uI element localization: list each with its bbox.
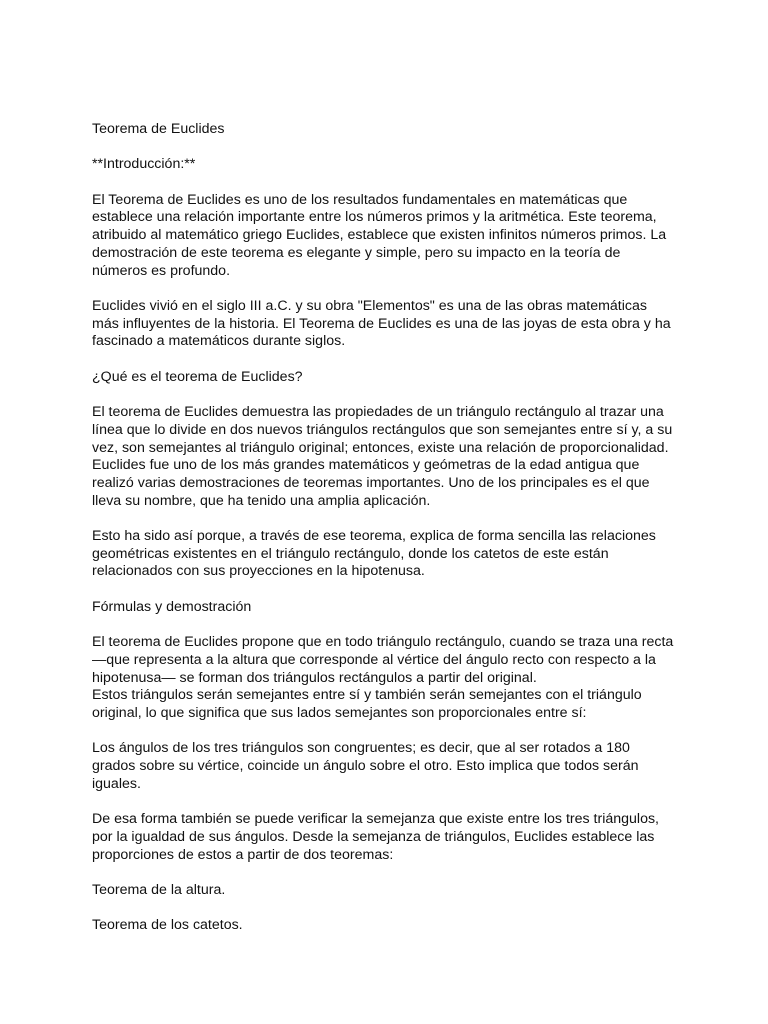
heading-line: ¿Qué es el teorema de Euclides?: [92, 368, 303, 385]
text-line: Teorema de los catetos.: [92, 917, 243, 934]
title-line: Teorema de Euclides: [92, 121, 225, 137]
text-line: realizó varias demostraciones de teoremas importantes. Uno de los principales es el que: [92, 474, 650, 491]
text-line: por la igualdad de sus ángulos. Desde la semejanza de triángulos, Euclides establece las: [92, 828, 655, 845]
item-catetos: [92, 917, 692, 935]
text-line: hipotenusa— se forman dos triángulos rectángulos a partir del original.: [92, 669, 537, 686]
section-formulas-heading: [92, 599, 692, 617]
heading-line: Fórmulas y demostración: [92, 598, 252, 615]
text-line: fascinado a matemáticos durante siglos.: [92, 333, 346, 350]
text-line: números es profundo.: [92, 262, 231, 279]
text-line: El teorema de Euclides propone que en todo triángulo rectángulo, cuando se traza una recta: [92, 634, 674, 651]
paragraph-gap: [92, 794, 692, 812]
text-line: —que representa a la altura que corresponde al vértice del ángulo recto con respecto a la: [92, 651, 656, 668]
intro-heading-line: **Introducción:**: [92, 156, 196, 173]
text-line: Los ángulos de los tres triángulos son congruentes; es decir, que al ser rotados a 180: [92, 740, 630, 757]
text-line: Teorema de la altura.: [92, 882, 226, 899]
text-line: más influyentes de la historia. El Teorema de Euclides es una de las joyas de esta obra y ha: [92, 315, 671, 332]
section-formulas-paragraph-2: [92, 740, 692, 793]
paragraph-gap: [92, 174, 692, 192]
text-line: El teorema de Euclides demuestra las propiedades de un triángulo rectángulo al trazar una: [92, 404, 664, 421]
paragraph-gap: [92, 351, 692, 369]
text-line: vez, son semejantes al triángulo original; entonces, existe una relación de proporcionalidad.: [92, 439, 669, 456]
paragraph-gap: [92, 386, 692, 404]
intro-paragraph-2: [92, 298, 692, 351]
document-page: [92, 121, 692, 935]
text-line: línea que lo divide en dos nuevos triángulos rectángulos que son semejantes entre sí y, a su: [92, 421, 673, 438]
paragraph-gap: [92, 864, 692, 882]
paragraph-gap: [92, 510, 692, 528]
section-what-paragraph-1: [92, 404, 692, 510]
text-line: iguales.: [92, 775, 141, 792]
intro-heading: [92, 156, 692, 174]
paragraph-gap: [92, 723, 692, 741]
text-line: establece una relación importante entre los números primos y la aritmética. Este teorema,: [92, 209, 657, 226]
text-line: Estos triángulos serán semejantes entre sí y también serán semejantes con el triángulo: [92, 687, 642, 704]
section-what-paragraph-2: [92, 528, 692, 581]
text-line: Euclides vivió en el siglo III a.C. y su obra "Elementos" es una de las obras matemáticas: [92, 297, 647, 314]
text-line: El Teorema de Euclides es uno de los resultados fundamentales en matemáticas que: [92, 191, 628, 208]
text-line: original, lo que significa que sus lados semejantes son proporcionales entre sí:: [92, 705, 587, 722]
text-line: Esto ha sido así porque, a través de ese teorema, explica de forma sencilla las relaciones: [92, 528, 656, 545]
paragraph-gap: [92, 280, 692, 298]
intro-paragraph-1: [92, 192, 692, 281]
section-formulas-paragraph-1: [92, 634, 692, 723]
section-formulas-paragraph-3: [92, 811, 692, 864]
text-line: geométricas existentes en el triángulo rectángulo, donde los catetos de este están: [92, 545, 609, 562]
text-line: lleva su nombre, que ha tenido una amplia aplicación.: [92, 492, 431, 509]
text-line: proporciones de estos a partir de dos teoremas:: [92, 846, 394, 863]
text-line: relacionados con sus proyecciones en la hipotenusa.: [92, 563, 425, 580]
document-title: [92, 121, 692, 139]
item-altura: [92, 882, 692, 900]
text-line: grados sobre su vértice, coincide un ángulo sobre el otro. Esto implica que todos serán: [92, 758, 639, 775]
section-what-heading: [92, 369, 692, 387]
paragraph-gap: [92, 139, 692, 157]
text-line: atribuido al matemático griego Euclides, establece que existen infinitos números primos. La: [92, 227, 667, 244]
text-line: Euclides fue uno de los más grandes matemáticos y geómetras de la edad antigua que: [92, 457, 640, 474]
text-line: De esa forma también se puede verificar la semejanza que existe entre los tres triángulos,: [92, 811, 660, 828]
paragraph-gap: [92, 900, 692, 918]
paragraph-gap: [92, 581, 692, 599]
text-line: demostración de este teorema es elegante y simple, pero su impacto en la teoría de: [92, 244, 621, 261]
paragraph-gap: [92, 617, 692, 635]
